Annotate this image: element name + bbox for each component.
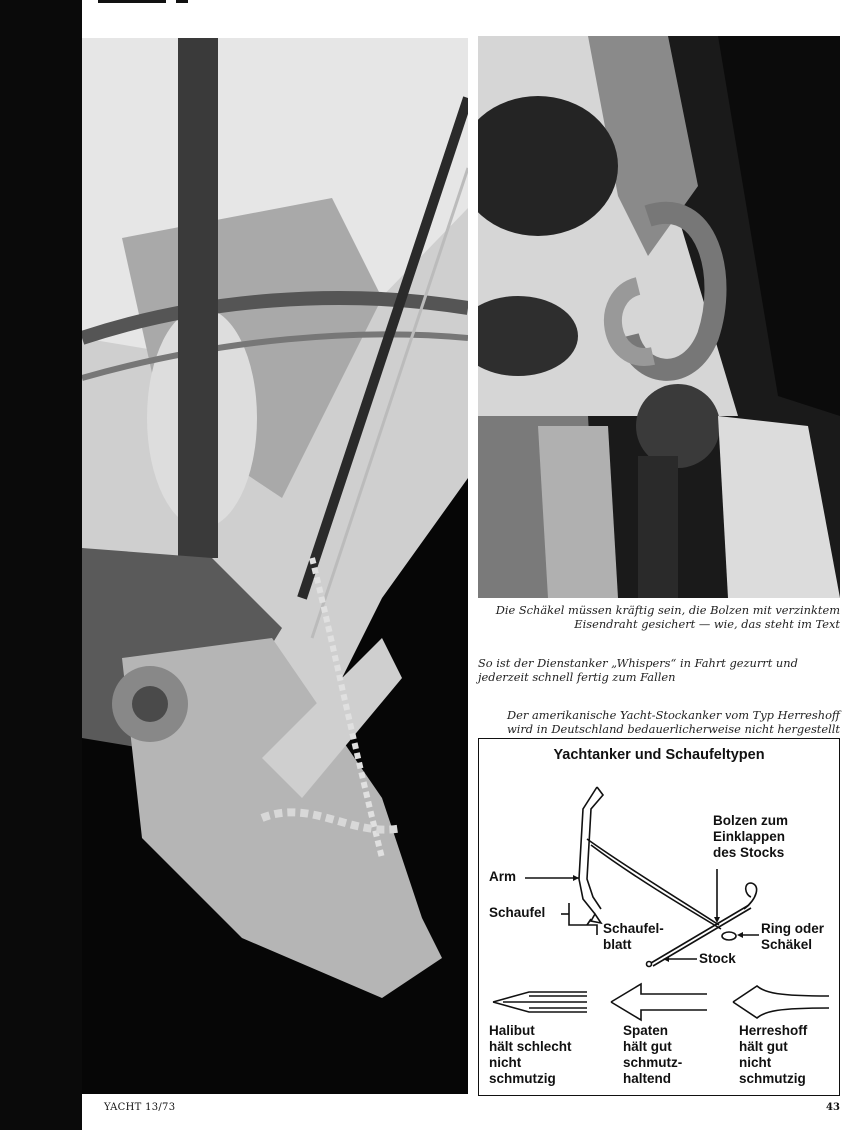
- anchor-shank: [587, 839, 719, 925]
- spaten-fluke-shape: [611, 984, 707, 1020]
- type-spaten-rating: hält gut schmutz- haltend: [623, 1039, 683, 1086]
- whispers-caption: So ist der Dienstanker „Whispers“ in Fahrt gezurrt und jederzeit schnell fertig zum Fallen: [478, 656, 798, 684]
- anchor-ring: [722, 932, 736, 940]
- herreshoff-fluke-shape: [733, 986, 829, 1018]
- diagram-title: Yachtanker und Schaufeltypen: [553, 747, 765, 763]
- magazine-issue: YACHT 13/73: [104, 1102, 176, 1113]
- anchor-types-diagram: [478, 738, 840, 1096]
- crop-marks: [98, 0, 188, 3]
- shackle-caption: Die Schäkel müssen kräftig sein, die Bolzen mit verzinktem Eisendraht gesichert — wie, das steht im Text: [495, 603, 840, 631]
- label-schaufelblatt: Schaufel- blatt: [603, 921, 664, 952]
- type-spaten-name: Spaten: [623, 1023, 669, 1038]
- label-ring: Ring oder Schäkel: [761, 921, 824, 952]
- type-herreshoff-rating: hält gut nicht schmutzig: [739, 1039, 806, 1086]
- label-stock: Stock: [699, 951, 736, 966]
- shackle-closeup-photo: [478, 36, 840, 598]
- anchor-bow-photo-graphic: [82, 38, 468, 1094]
- type-halibut-name: Halibut: [489, 1023, 535, 1038]
- label-bolzen: Bolzen zum Einklappen des Stocks: [713, 813, 789, 860]
- type-herreshoff-name: Herreshoff: [739, 1023, 808, 1038]
- anchor-fluke: [591, 914, 601, 923]
- shackle-closeup-photo-graphic: [478, 36, 840, 598]
- halibut-fluke-shape: [493, 992, 587, 1012]
- label-arm: Arm: [489, 869, 517, 884]
- anchor-bow-photo: [82, 38, 468, 1094]
- label-schaufel: Schaufel: [489, 905, 546, 920]
- page-edge-bleed: [0, 0, 82, 1130]
- page-number: 43: [826, 1102, 840, 1113]
- type-halibut-rating: hält schlecht nicht schmutzig: [489, 1039, 572, 1086]
- herreshoff-caption: Der amerikanische Yacht-Stockanker vom Typ Herreshoff wird in Deutschland bedauerlicherweise nicht hergestellt: [506, 708, 840, 736]
